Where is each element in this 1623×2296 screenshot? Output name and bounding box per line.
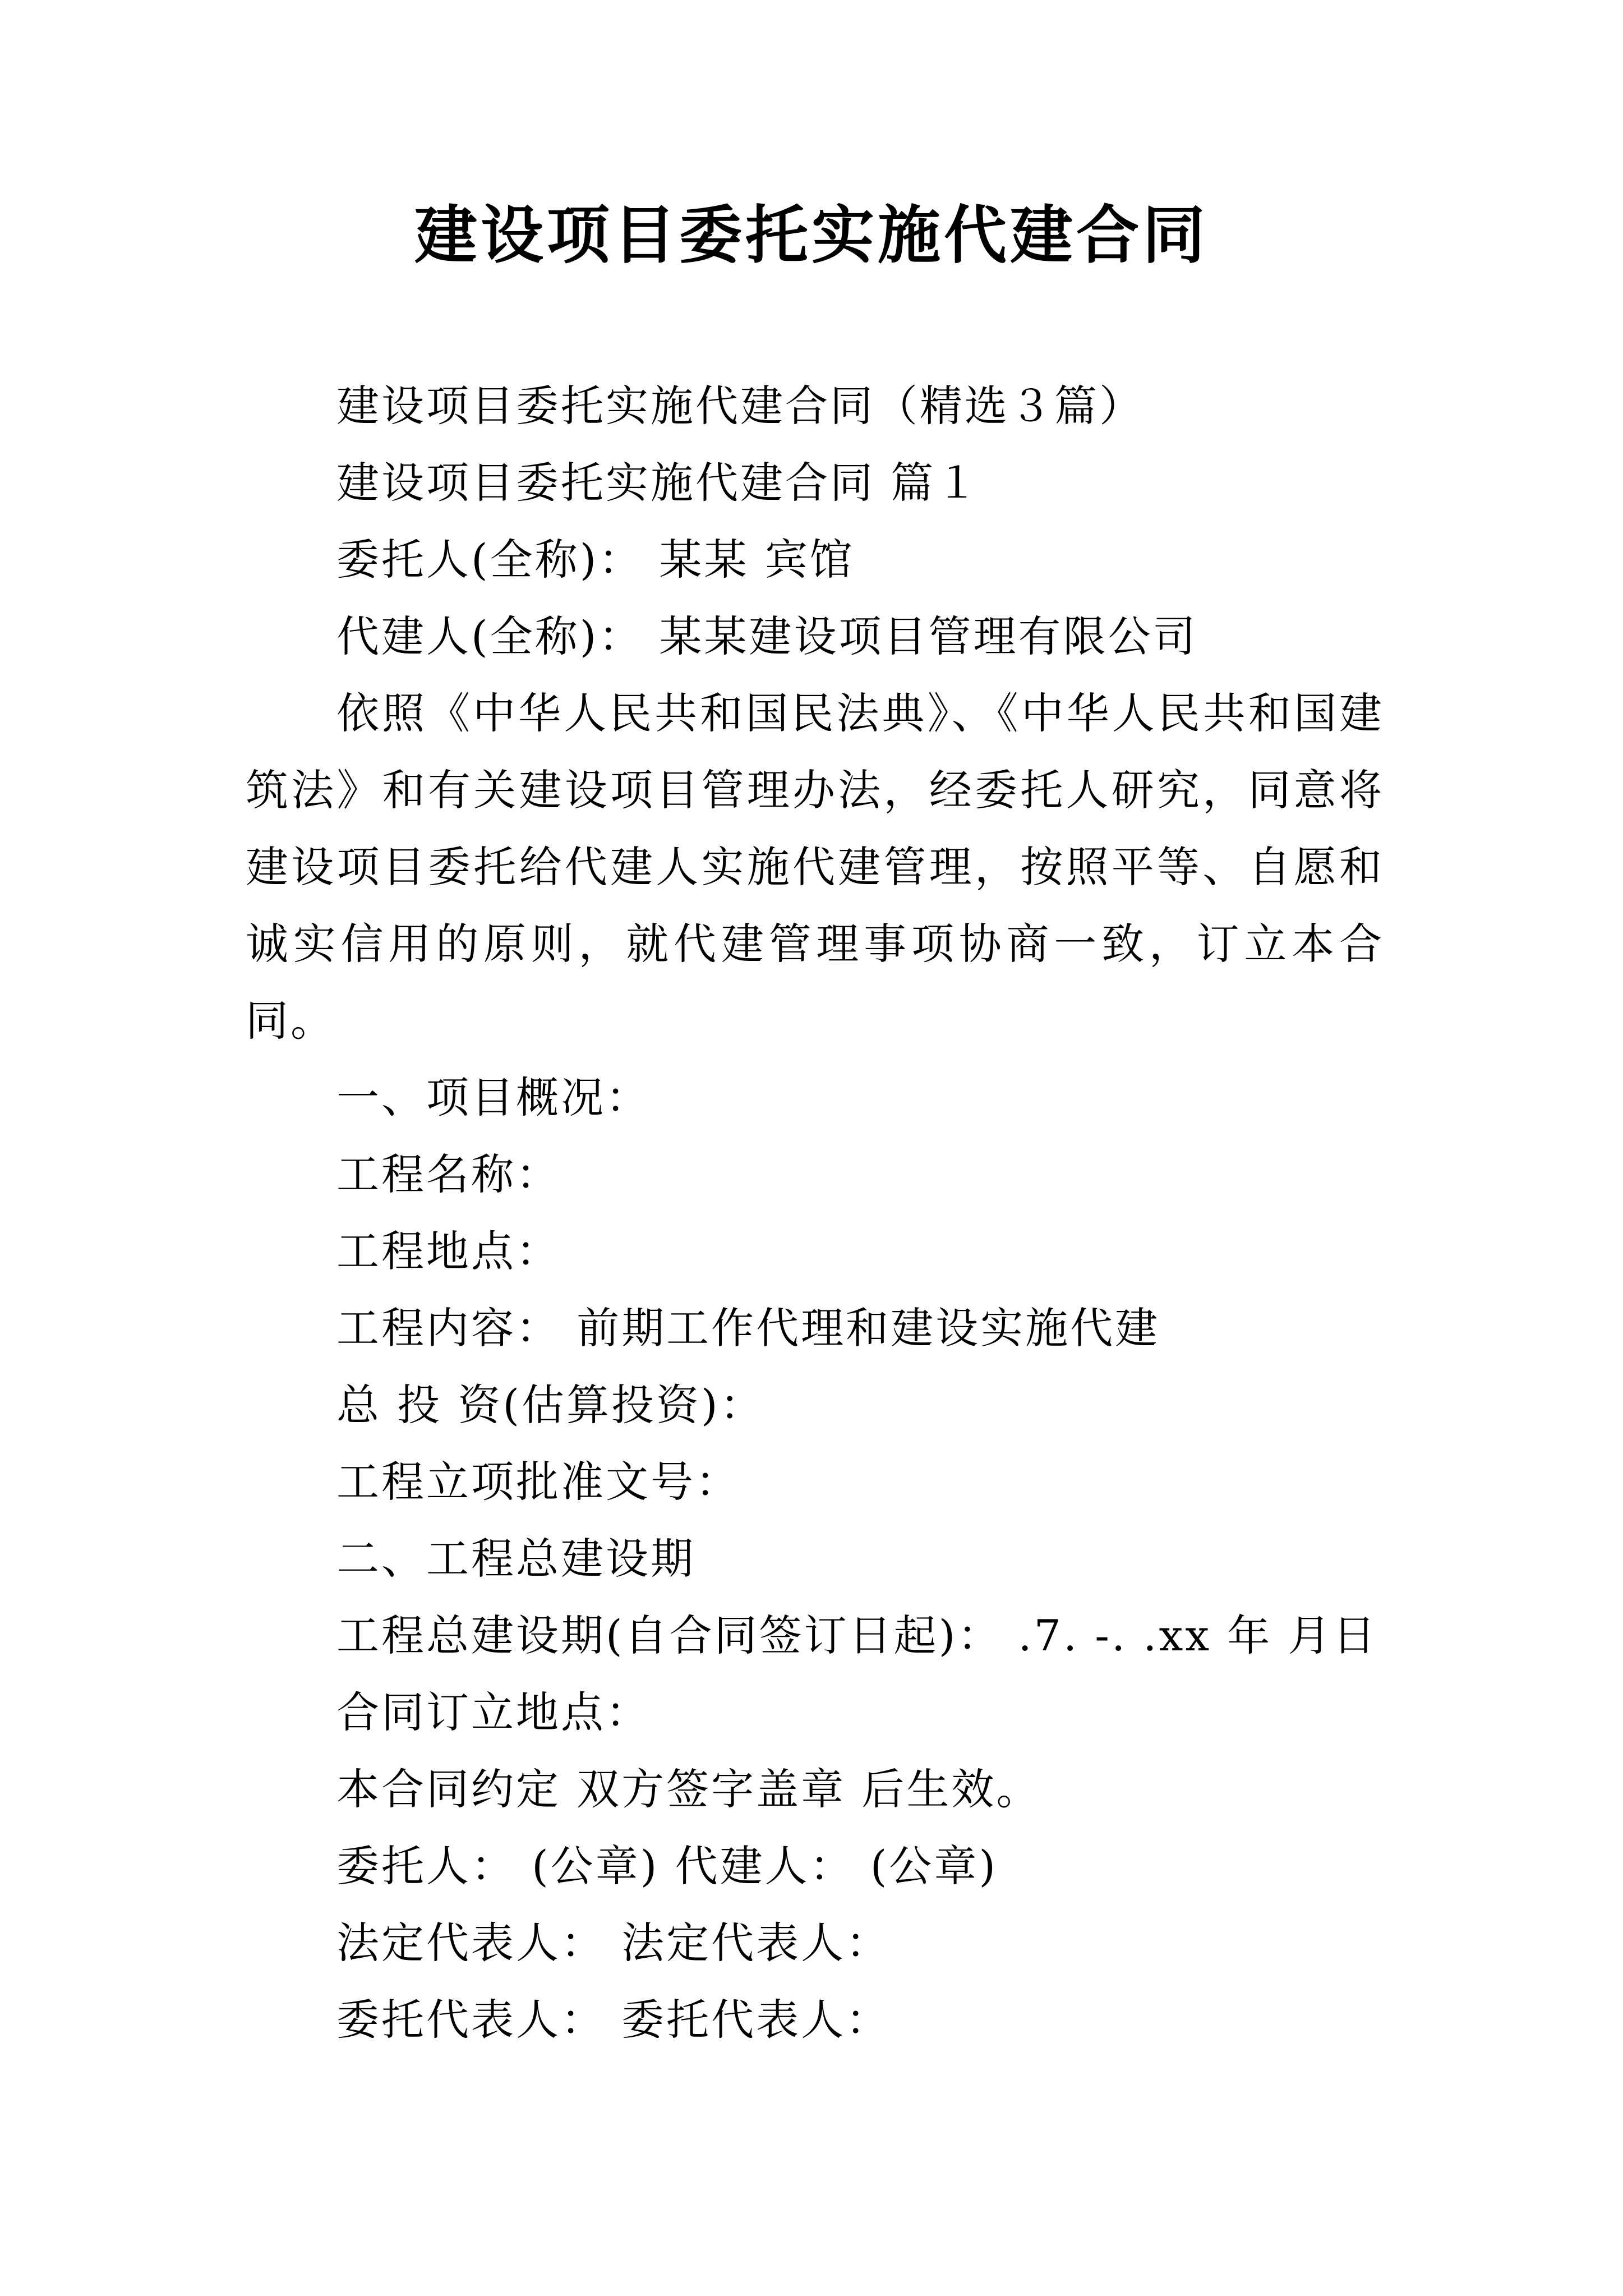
total-investment-line: 总 投 资(估算投资)： (336, 1380, 765, 1430)
document-title: 建设项目委托实施代建合同 (414, 199, 1209, 272)
section-heading-part-1: 建设项目委托实施代建合同 篇１ (336, 458, 981, 508)
principal-line: 委托人(全称)： 某某 宾馆 (336, 535, 855, 585)
authorized-representative-line: 委托代表人： 委托代表人： (336, 1995, 891, 2045)
legal-representative-line: 法定代表人： 法定代表人： (336, 1918, 891, 1968)
project-content-line: 工程内容： 前期工作代理和建设实施代建 (336, 1303, 1160, 1353)
subtitle-paragraph: 建设项目委托实施代建合同（精选３篇） (336, 381, 1144, 431)
preamble-paragraph: 依照《中华人民共和国民法典》、《中华人民共和国建筑法》和有关建设项目管理办法，经委托人研究，同意将建设项目委托给代建人实施代建管理，按照平等、自愿和诚实信用的原则，就代建管理事项协商一致，订立本合同。 (246, 688, 1384, 1046)
agent-line: 代建人(全称)： 某某建设项目管理有限公司 (336, 611, 1198, 661)
approval-number-line: 工程立项批准文号： (336, 1457, 740, 1507)
signing-place-line: 合同订立地点： (336, 1687, 651, 1737)
project-location-line: 工程地点： (336, 1226, 561, 1276)
project-name-line: 工程名称： (336, 1149, 561, 1199)
construction-period-line: 工程总建设期(自合同签订日起)： .7. -. .xx 年 月日 (336, 1611, 1378, 1660)
section-heading-project-overview: 一、项目概况： (336, 1073, 651, 1122)
section-heading-construction-period: 二、工程总建设期 (336, 1534, 695, 1584)
effectiveness-line: 本合同约定 双方签字盖章 后生效。 (336, 1764, 1041, 1814)
document-body (246, 367, 1384, 2058)
seal-line: 委托人： (公章) 代建人： (公章) (336, 1841, 998, 1891)
